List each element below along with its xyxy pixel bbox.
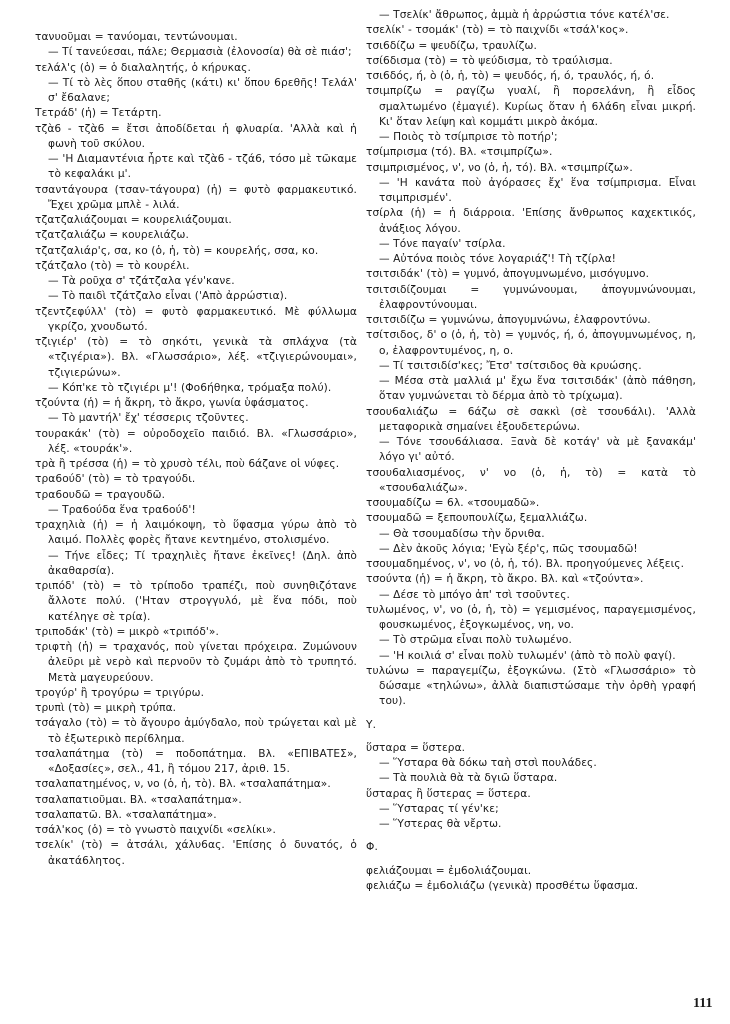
example-sentence: — Ὕσταρας τί γέν'κε;	[379, 802, 499, 815]
dictionary-entry: τουρακάκ' (τὸ) = οὐροδοχεῖο παιδιό. Βλ. «Γλωσσάριο», λέξ. «τουράκ'».	[35, 427, 357, 455]
example-sentence: — Δὲν ἀκοῦς λόγια; 'Εγὼ ξέρ'ς, πῶς τσουμαδῶ!	[379, 542, 638, 555]
dictionary-entry: τσαντάγουρα (τσαν-τάγουρα) (ἡ) = φυτὸ φαρμακευτικό. Ἔχει χρῶμα μπλὲ - λιλά.	[35, 183, 357, 211]
dictionary-entry: τζατζαλιάρ'ς, σα, κο (ὁ, ἡ, τὸ) = κουρελής, σσα, κο.	[35, 244, 319, 257]
dictionary-entry: τσαλαπατῶ. Βλ. «τσαλαπάτημα».	[35, 808, 217, 821]
dictionary-entry: τσούντα (ἡ) = ἡ ἄκρη, τὸ ἄκρο. Βλ. καὶ «τζούντα».	[366, 573, 644, 586]
example-sentence: — Τρα6ούδα ἕνα τρα6ούδ'!	[48, 503, 196, 516]
dictionary-entry: τζὰ6 - τζὰ6 = ἔτσι ἀποδίδεται ἡ φλυαρία. 'Αλλὰ καὶ ἡ φωνὴ τοῦ σκύλου.	[35, 122, 357, 150]
dictionary-entry: τσιμπρισμένος, ν', νο (ὁ, ἡ, τό). Βλ. «τσιμπρίζω».	[366, 161, 633, 174]
dictionary-entry: τζούντα (ἡ) = ἡ ἄκρη, τὸ ἄκρο, γωνία ὑφάσματος.	[35, 397, 309, 409]
dictionary-entry: τσίρλα (ἡ) = ἡ διάρροια. 'Επίσης ἄνθρωπος καχεκτικός, ἀνάξιος λόγου.	[366, 207, 696, 235]
example-sentence: — Τσελίκ' ἄθρωπος, ἀμμὰ ἡ ἀρρώστια τόνε κατέλ'σε.	[379, 9, 670, 21]
example-sentence: — 'Η κανάτα ποὺ ἀγόρασες ἔχ' ἕνα τσίμπρισμα. Εἶναι τσιμπρισμέν'.	[379, 176, 696, 204]
dictionary-entry: τσίμπρισμα (τό). Βλ. «τσιμπρίζω».	[366, 146, 553, 159]
section-letter: Φ.	[366, 841, 378, 854]
dictionary-entry: τσου6αλιάζω = 6άζω σὲ σακκὶ (σὲ τσου6άλι). 'Αλλὰ μεταφορικὰ σημαίνει ἐξουδετερώνω.	[366, 405, 696, 433]
example-sentence: — Τήνε εἶδες; Τί τραχηλιὲς ἤτανε ἐκεῖνες! (Δηλ. ἀπὸ ἀκαθαρσία).	[48, 549, 357, 577]
dictionary-entry: τζιγιέρ' (τὸ) = τὸ σηκότι, γενικὰ τὰ σπλάχνα (τὰ «τζιγέρια»). Βλ. «Γλωσσάριο», λέξ. «τζιγιερώνουμαι», τζιγιερώνω».	[35, 336, 357, 379]
example-sentence: — Τί τὸ λὲς ὅπου σταθῆς (κάτι) κι' ὅπου 6ρεθῆς! Τελάλ' σ' ἔ6αλανε;	[48, 76, 357, 104]
dictionary-entry: τελάλ'ς (ὁ) = ὁ διαλαλητής, ὁ κήρυκας.	[35, 61, 251, 74]
dictionary-entry: τρὰ ἢ τρέσσα (ἡ) = τὸ χρυσὸ τέλι, ποὺ 6άζανε οἱ νύφες.	[35, 458, 340, 470]
example-sentence: — Ὕστερας θὰ νἔρτω.	[379, 818, 502, 830]
dictionary-entry: τσαλαπάτημα (τὸ) = ποδοπάτημα. Βλ. «ΕΠΙΒΑΤΕΣ», «Δοξασίες», σελ., 41, ἢ τόμου 217, ἀριθ. 15.	[35, 747, 357, 775]
dictionary-entry: τραχηλιὰ (ἡ) = ἡ λαιμόκοψη, τὸ ὕφασμα γύρω ἀπὸ τὸ λαιμό. Πολλὲς φορὲς ἤτανε κεντημένο, στολισμένο.	[35, 519, 357, 547]
dictionary-entry: ὕσταρας ἢ ὕστερας = ὕστερα.	[366, 787, 531, 800]
section-letter: Υ.	[366, 718, 377, 731]
dictionary-entry: τζεντζεφύλλ' (τὸ) = φυτὸ φαρμακευτικό. Μὲ φύλλωμα γκρίζο, χνουδωτό.	[35, 305, 357, 333]
dictionary-entry: τριφτὴ (ἡ) = τραχανός, ποὺ γίνεται πρόχειρα. Ζυμώνουν ἀλεῦρι μὲ νερὸ καὶ περνοῦν τὸ ζυμάρι ἀπὸ τὸ τρυπητό. Μετὰ μαγευρεύουν.	[35, 641, 357, 684]
dictionary-entry: τυλώνω = παραγεμίζω, ἐξογκώνω. (Στὸ «Γλωσσάριο» τὸ δώσαμε «τηλώνω», ἀλλὰ διαπιστώσαμε τὴν ὀρθὴ γραφή του).	[366, 664, 696, 708]
dictionary-entry: Τετράδ' (ἡ) = Τετάρτη.	[35, 107, 162, 120]
dictionary-entry: τσιμπρίζω = ραγίζω γυαλί, ἢ πορσελάνη, ἢ εἶδος σμαλτωμένο (ἐμαγιέ). Κυρίως ὅταν ἡ 6λά6η εἶναι μικρή. Κι' ὅταν λείψη καὶ κομμάτι μικρὸ ἀκόμα.	[366, 85, 696, 128]
dictionary-entry: τσίτσιδος, δ' ο (ὁ, ἡ, τὸ) = γυμνός, ή, ό, ἀπογυμνωμένος, η, ο, ἐλαφροντυμένος, η, ο.	[366, 329, 696, 357]
dictionary-entry: τσι6δίζω = ψευδίζω, τραυλίζω.	[366, 39, 537, 52]
dictionary-entry: τσιτσιδίζω = γυμνώνω, ἀπογυμνώνω, ἐλαφροντύνω.	[366, 314, 651, 326]
example-sentence: — Τί τανεύεσαι, πάλε; Θερμασιὰ (ἐλονοσία) θὰ σὲ πιάσ';	[48, 46, 352, 59]
dictionary-entry: τσάλ'κος (ὁ) = τὸ γνωστὸ παιχνίδι «σελίκι».	[35, 824, 276, 836]
dictionary-entry: τσιτσιδίζουμαι = γυμνώνουμαι, ἀπογυμνώνουμαι, ἐλαφροντύνουμαι.	[366, 283, 696, 311]
example-sentence: — Δέσε τὸ μπόγο ἀπ' τσὶ τσοῦντες.	[379, 588, 570, 601]
dictionary-entry: φελιάζουμαι = ἐμ6ολιάζουμαι.	[366, 864, 532, 877]
example-sentence: — Κόπ'κε τὸ τζιγιέρι μ'! (Φο6ήθηκα, τρόμαξα πολύ).	[48, 381, 332, 394]
dictionary-entry: τσουμαδῶ = ξεπουπουλίζω, ξεμαλλιάζω.	[366, 512, 588, 525]
example-sentence: — Τὸ στρῶμα εἶναι πολὺ τυλωμένο.	[379, 634, 572, 647]
example-sentence: — Θὰ τσουμαδίσω τὴν ὄρνιθα.	[379, 527, 545, 540]
example-sentence: — Τόνε τσου6άλιασα. Ξανὰ δὲ κοτάγ' νὰ μὲ ξανακάμ' λόγο γι' αὐτό.	[379, 436, 696, 464]
example-sentence: — Ὕσταρα θὰ δόκω ταὴ στσὶ πουλάδες.	[379, 757, 597, 769]
dictionary-entry: τριπόδ' (τὸ) = τὸ τρίποδο τραπέζι, ποὺ συνηθιζότανε ἄλλοτε πολύ. ('Ηταν στρογγυλό, μὲ ἕνα πόδι, ποὺ κατέληγε σὲ τρία).	[35, 580, 357, 623]
dictionary-entry: ὕσταρα = ὕστερα.	[366, 741, 466, 754]
dictionary-entry: τσελίκ' - τσομάκ' (τὸ) = τὸ παιχνίδι «τσάλ'κος».	[366, 24, 629, 37]
example-sentence: — Αὐτόνα ποιὸς τόνε λογαριάζ'! Τὴ τζίρλα!	[379, 253, 617, 265]
left-column	[35, 30, 357, 869]
dictionary-entry: τσαλαπατημένος, ν, νο (ὁ, ἡ, τὸ). Βλ. «τσαλαπάτημα».	[35, 778, 331, 791]
dictionary-entry: τζάτζαλο (τὸ) = τὸ κουρέλι.	[35, 259, 190, 272]
dictionary-entry: τρογύρ' ἢ τρογύρω = τριγύρω.	[35, 686, 205, 699]
example-sentence: — Τὰ ροῦχα σ' τζάτζαλα γέν'κανε.	[48, 275, 235, 287]
example-sentence: — Τὸ παιδὶ τζάτζαλο εἶναι ('Απὸ ἀρρώστια).	[48, 290, 288, 303]
example-sentence: — Τί τσιτσιδίσ'κες; Ἔτσ' τσίτσιδος θὰ κρυώσης.	[379, 359, 642, 372]
right-column	[366, 8, 696, 894]
example-sentence: — Τὰ πουλιὰ θὰ τὰ δγιῶ ὕσταρα.	[379, 772, 558, 785]
dictionary-entry: τσουμαδίζω = 6λ. «τσουμαδῶ».	[366, 497, 540, 509]
dictionary-entry: τυλωμένος, ν', νο (ὁ, ἡ, τὸ) = γεμισμένος, παραγεμισμένος, φουσκωμένος, ἐξογκωμένος, νη, νο.	[366, 603, 696, 631]
dictionary-entry: τσι6δός, ή, ὸ (ὁ, ἡ, τὸ) = ψευδός, ή, ό, τραυλός, ή, ό.	[366, 70, 655, 82]
example-sentence: — 'Η κοιλιά σ' εἶναι πολὺ τυλωμέν' (ἀπὸ τὸ πολὺ φαγί).	[379, 649, 676, 662]
example-sentence: — Ποιὸς τὸ τσίμπρισε τὸ ποτήρ';	[379, 131, 558, 143]
dictionary-entry: τρα6ούδ' (τὸ) = τὸ τραγούδι.	[35, 473, 196, 486]
dictionary-entry: τρυπὶ (τὸ) = μικρὴ τρύπα.	[35, 702, 177, 714]
dictionary-entry: τσί6δισμα (τὸ) = τὸ ψεύδισμα, τὸ τραύλισμα.	[366, 54, 613, 67]
dictionary-entry: τρα6ουδῶ = τραγουδῶ.	[35, 488, 166, 501]
dictionary-entry: τζατζαλιάζω = κουρελιάζω.	[35, 229, 189, 242]
dictionary-entry: τσαλαπατιοῦμαι. Βλ. «τσαλαπάτημα».	[35, 793, 242, 806]
dictionary-entry: τσουμαδημένος, ν', νο (ὁ, ἡ, τό). Βλ. προηγούμενες λέξεις.	[366, 558, 685, 570]
dictionary-entry: τσελίκ' (τὸ) = ἀτσάλι, χάλυ6ας. 'Επίσης ὁ δυνατός, ὁ ἀκατά6λητος.	[35, 839, 357, 867]
dictionary-entry: τσάγαλο (τὸ) = τὸ ἄγουρο ἀμύγδαλο, ποὺ τρώγεται καὶ μὲ τὸ ἐξωτερικὸ περί6λημα.	[35, 717, 357, 745]
dictionary-entry: τανυοῦμαι = τανύομαι, τεντώνουμαι.	[35, 31, 238, 43]
page-number: 111	[693, 996, 713, 1011]
dictionary-entry: τσου6αλιασμένος, ν' νο (ὁ, ἡ, τὸ) = κατὰ τὸ «τσου6αλιάζω».	[366, 466, 696, 494]
dictionary-entry: τριποδάκ' (τὸ) = μικρὸ «τριπόδ'».	[35, 625, 219, 638]
example-sentence: — Τὸ μαντήλ' ἔχ' τέσσερις τζοῦντες.	[48, 412, 249, 425]
example-sentence: — Τόνε παγαίν' τσίρλα.	[379, 237, 506, 250]
dictionary-entry: τζατζαλιάζουμαι = κουρελιάζουμαι.	[35, 214, 232, 226]
dictionary-entry: φελιάζω = ἐμ6ολιάζω (γενικὰ) προσθέτω ὕφασμα.	[366, 879, 639, 892]
example-sentence: — 'Η Διαμαντένια ἦρτε καὶ τζὰ6 - τζά6, τόσο μὲ τῶκαμε τὸ κεφαλάκι μ'.	[48, 153, 357, 181]
example-sentence: — Μέσα στὰ μαλλιά μ' ἔχω ἕνα τσιτσιδάκ' (ἀπὸ πάθηση, ὅταν γυμνώνεται τὸ δέρμα ἀπὸ τὸ τρίχωμα).	[379, 375, 696, 403]
dictionary-entry: τσιτσιδάκ' (τὸ) = γυμνό, ἀπογυμνωμένο, μισόγυμνο.	[366, 268, 650, 281]
